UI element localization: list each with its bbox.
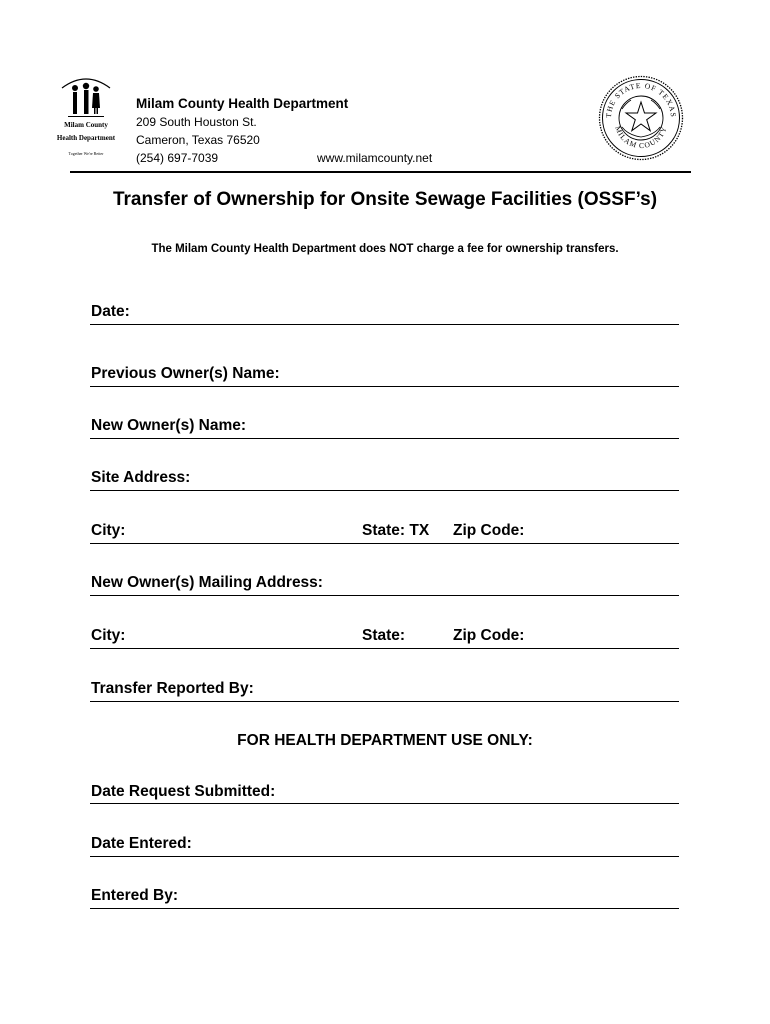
seal-top-text: THE STATE OF TEXAS — [603, 80, 679, 119]
website-link[interactable]: www.milamcounty.net — [317, 151, 433, 165]
office-use-heading: FOR HEALTH DEPARTMENT USE ONLY: — [237, 732, 533, 749]
logo-line-1: Milam County — [64, 121, 108, 129]
date-entered-label: Date Entered: — [91, 835, 192, 852]
date-submitted-field[interactable] — [90, 803, 679, 804]
site-address-field[interactable] — [90, 490, 679, 491]
phone-number: (254) 697-7039 — [136, 151, 219, 165]
entered-by-label: Entered By: — [91, 887, 178, 904]
new-owner-field[interactable] — [90, 438, 679, 439]
new-owner-label: New Owner(s) Name: — [91, 417, 247, 434]
org-name: Milam County Health Department — [136, 96, 349, 111]
family-icon — [52, 74, 120, 124]
svg-text:MILAM COUNTY — [613, 125, 668, 150]
texas-star-seal-icon — [598, 75, 684, 161]
svg-text:THE STATE OF TEXAS — [604, 81, 678, 118]
mailing-city-state-zip-field[interactable] — [90, 648, 679, 649]
zip-code-label: Zip Code: — [453, 522, 525, 539]
date-submitted-label: Date Request Submitted: — [91, 783, 276, 800]
mailing-address-label: New Owner(s) Mailing Address: — [91, 574, 323, 591]
address-line-2: Cameron, Texas 76520 — [136, 133, 260, 147]
seal-bottom-text: MILAM COUNTY — [613, 124, 669, 151]
form-title: Transfer of Ownership for Onsite Sewage Facilities (OSSF’s) — [112, 189, 658, 210]
site-address-label: Site Address: — [91, 469, 191, 486]
mailing-zip-code-label: Zip Code: — [453, 627, 525, 644]
entered-by-field[interactable] — [90, 908, 679, 909]
date-label: Date: — [91, 303, 130, 320]
date-field[interactable] — [90, 324, 679, 325]
header-rule — [70, 171, 691, 173]
mailing-address-field[interactable] — [90, 595, 679, 596]
address-line-1: 209 South Houston St. — [136, 115, 257, 129]
city-label: City: — [91, 522, 126, 539]
state-label: State: TX — [362, 522, 430, 539]
previous-owner-label: Previous Owner(s) Name: — [91, 365, 280, 382]
fee-notice: The Milam County Health Department does NOT charge a fee for ownership transfers. — [151, 243, 619, 255]
logo-tagline: Together We're Better — [68, 151, 104, 156]
reported-by-label: Transfer Reported By: — [91, 680, 254, 697]
mailing-state-label: State: — [362, 627, 406, 644]
mailing-city-label: City: — [91, 627, 126, 644]
health-department-logo — [52, 74, 120, 164]
city-state-zip-field[interactable] — [90, 543, 679, 544]
logo-line-2: Health Department — [56, 134, 116, 142]
previous-owner-field[interactable] — [90, 386, 679, 387]
reported-by-field[interactable] — [90, 701, 679, 702]
date-entered-field[interactable] — [90, 856, 679, 857]
